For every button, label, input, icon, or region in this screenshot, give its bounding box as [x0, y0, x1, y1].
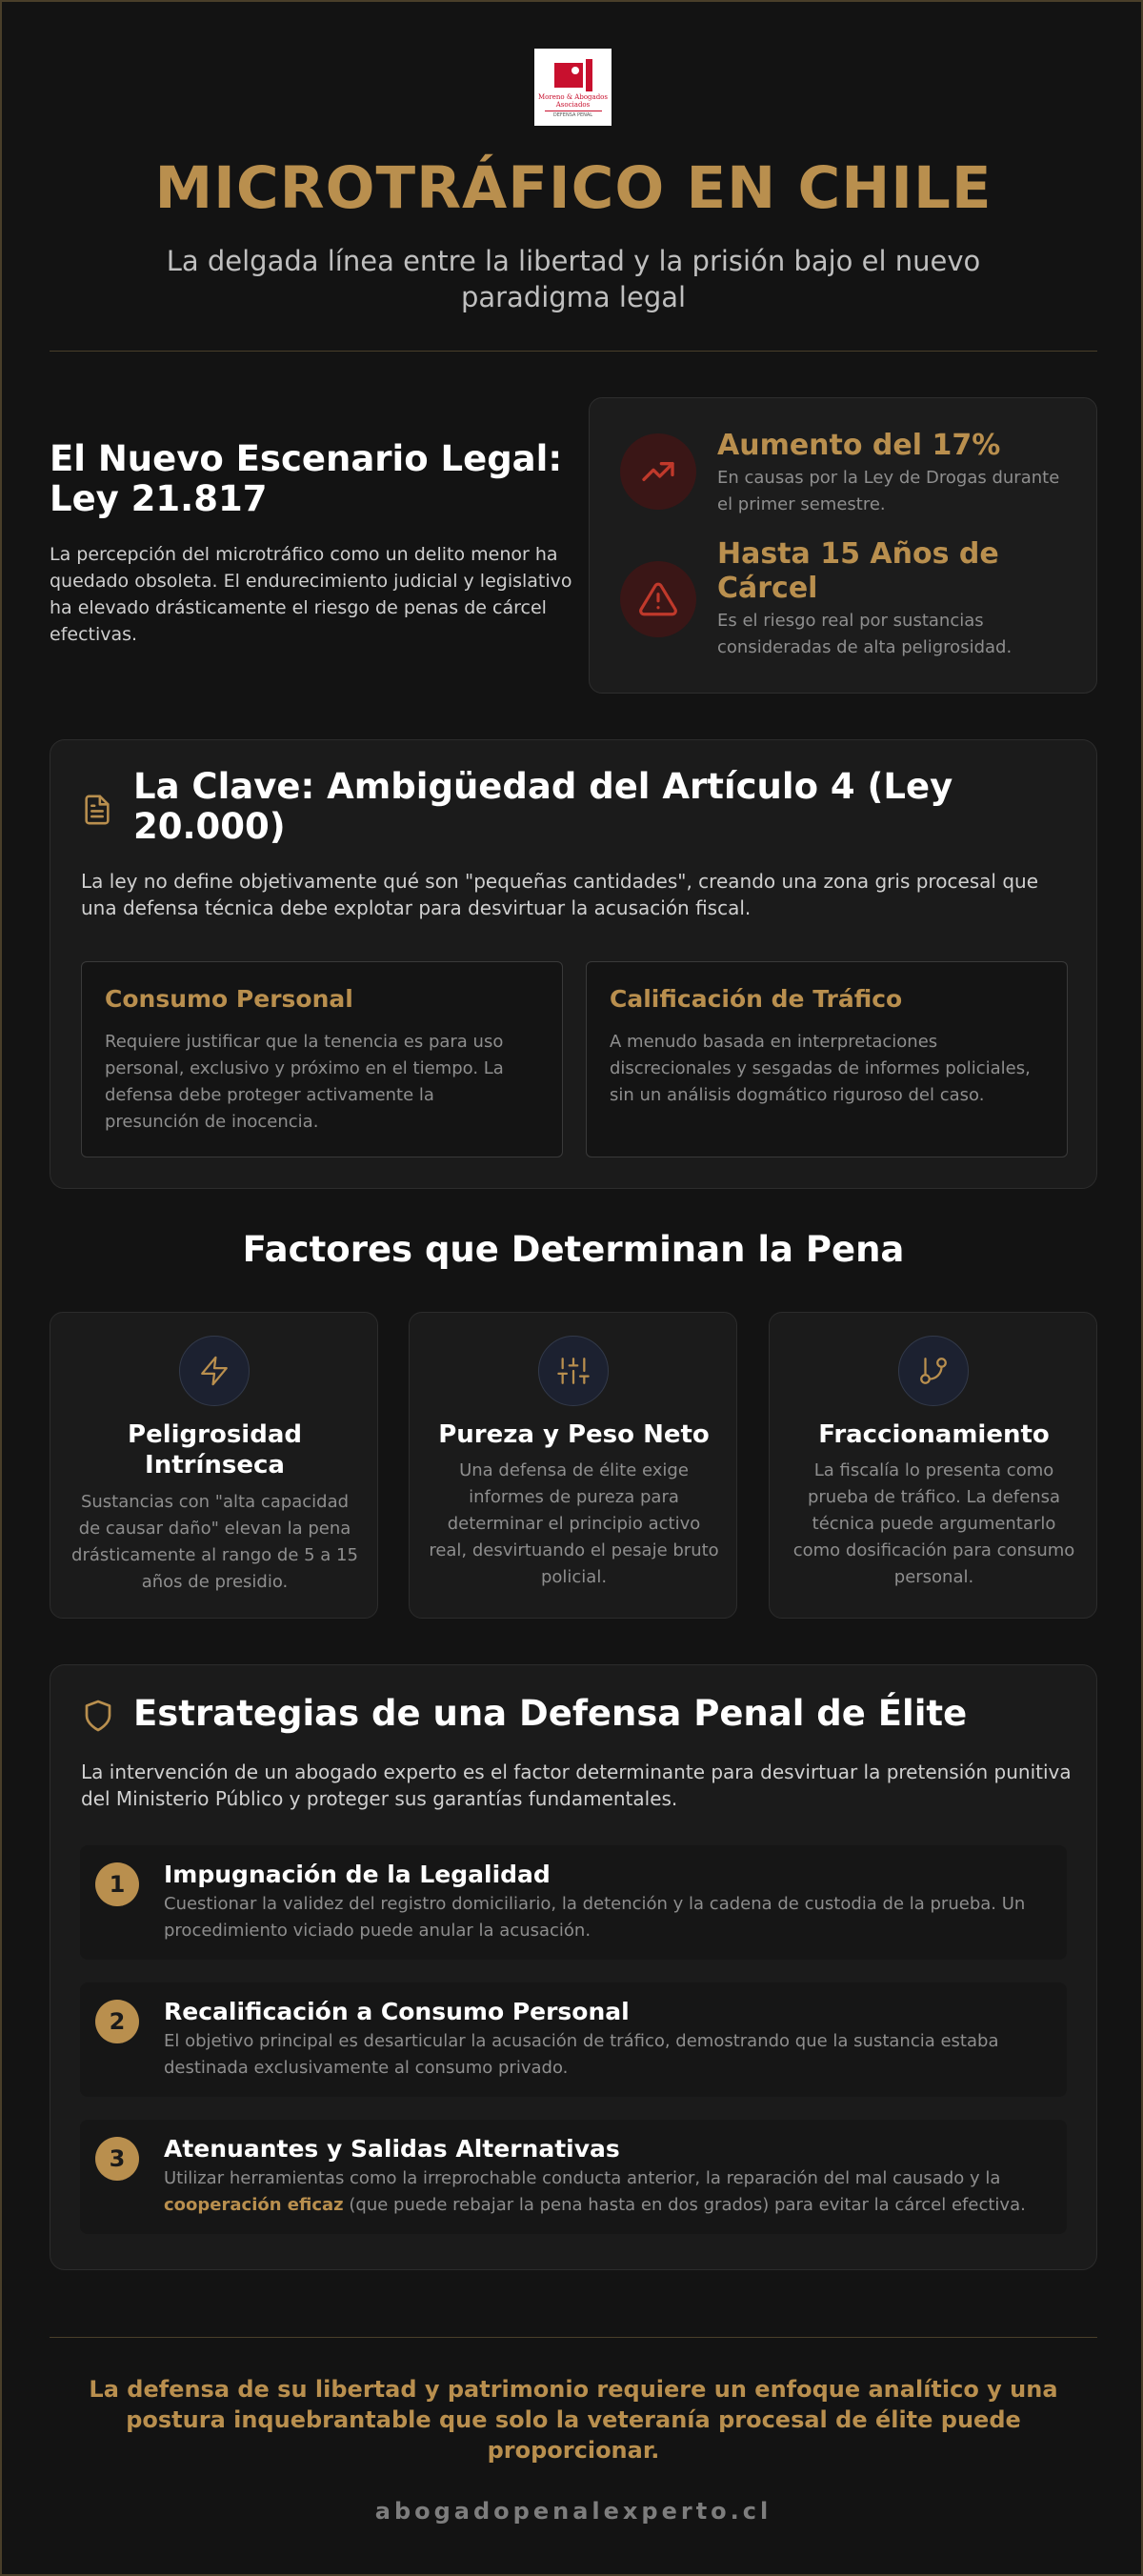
strategy-text [164, 2165, 1050, 2219]
factor-title: Pureza y Peso Neto [438, 1420, 710, 1449]
calificacion-trafico-box [586, 961, 1068, 1157]
strategy-item [80, 1845, 1067, 1960]
website-link[interactable]: abogadopenalexperto.cl [374, 2498, 772, 2525]
strategy-text: Cuestionar la validez del registro domiciliario, la detención y la cadena de custodia de la prueba. Un procedimiento viciado puede anular la acusación. [164, 1894, 1026, 1941]
factor-card [50, 1312, 378, 1619]
firm-logo [534, 49, 612, 126]
warning-triangle-icon [620, 561, 696, 637]
factor-title: Peligrosidad Intrínseca [128, 1420, 302, 1479]
page-subtitle: La delgada línea entre la libertad y la prisión bajo el nuevo paradigma legal [166, 245, 981, 313]
divider [50, 351, 1097, 352]
document-icon [81, 791, 113, 833]
factor-card [769, 1312, 1097, 1619]
box-text: Requiere justificar que la tenencia es para uso personal, exclusivo y próximo en el tiempo. La defensa debe proteger activamente la presunción de inocencia. [105, 1032, 504, 1132]
legal-scenario-title: El Nuevo Escenario Legal: Ley 21.817 [50, 438, 563, 519]
closing-statement: La defensa de su libertad y patrimonio requiere un enfoque analítico y una postura inquebrantable que solo la veteranía procesal de élite puede proporcionar. [89, 2376, 1058, 2464]
box-title: Consumo Personal [105, 985, 353, 1013]
step-number: 3 [95, 2137, 139, 2181]
article4-text: La ley no define objetivamente qué son "pequeñas cantidades", creando una zona gris procesal que una defensa técnica debe explotar para desvirtuar la acusación fiscal. [81, 870, 1039, 919]
strategy-title: Impugnación de la Legalidad [164, 1861, 551, 1888]
strategies-text: La intervención de un abogado experto es el factor determinante para desvirtuar la pretensión punitiva del Ministerio Público y proteger sus garantías fundamentales. [81, 1761, 1072, 1810]
factor-text: Una defensa de élite exige informes de pureza para determinar el principio activo real, desvirtuando el pesaje bruto policial. [429, 1460, 719, 1587]
lightning-icon [179, 1336, 250, 1406]
strategy-text: El objetivo principal es desarticular la acusación de tráfico, demostrando que la sustancia estaba destinada exclusivamente al consumo privado. [164, 2031, 999, 2078]
git-branch-icon [898, 1336, 969, 1406]
strategies-title: Estrategias de una Defensa Penal de Élite [133, 1693, 968, 1734]
stat-desc: En causas por la Ley de Drogas durante el primer semestre. [717, 468, 1060, 514]
strategy-title: Recalificación a Consumo Personal [164, 1998, 630, 2025]
sliders-icon [538, 1336, 609, 1406]
factor-title: Fraccionamiento [818, 1420, 1050, 1449]
logo-text: Moreno & Abogados Asociados [538, 92, 608, 109]
stats-card [589, 397, 1097, 694]
logo-mark-icon [554, 59, 592, 91]
shield-icon [81, 1697, 115, 1739]
factors-title: Factores que Determinan la Pena [242, 1229, 905, 1270]
box-title: Calificación de Tráfico [610, 985, 903, 1013]
highlight-text: cooperación eficaz [164, 2195, 344, 2215]
stat-title: Hasta 15 Años de Cárcel [717, 537, 999, 605]
strategy-text-part: Utilizar herramientas como la irreprochable conducta anterior, la reparación del mal causado y la [164, 2168, 1001, 2188]
article4-title: La Clave: Ambigüedad del Artículo 4 (Ley 20.000) [133, 766, 953, 847]
factor-text: La fiscalía lo presenta como prueba de tráfico. La defensa técnica puede argumentarlo como dosificación para consumo personal. [792, 1460, 1075, 1587]
article4-card [50, 739, 1097, 1189]
box-text: A menudo basada en interpretaciones discrecionales y sesgadas de informes policiales, sin un análisis dogmático riguroso del caso. [610, 1032, 1031, 1105]
step-number: 2 [95, 2000, 139, 2043]
strategy-text-part: (que puede rebajar la pena hasta en dos grados) para evitar la cárcel efectiva. [343, 2195, 1026, 2215]
strategy-item [80, 2120, 1067, 2234]
divider [50, 2337, 1097, 2338]
page-title: MICROTRÁFICO EN CHILE [154, 154, 993, 222]
step-number: 1 [95, 1862, 139, 1906]
stat-desc: Es el riesgo real por sustancias consideradas de alta peligrosidad. [717, 611, 1013, 657]
trending-up-icon [620, 433, 696, 510]
stat-title: Aumento del 17% [717, 429, 1001, 462]
legal-scenario-text: La percepción del microtráfico como un delito menor ha quedado obsoleta. El endurecimiento judicial y legislativo ha elevado drásticamente el riesgo de penas de cárcel efectivas. [50, 544, 572, 645]
consumo-personal-box [81, 961, 563, 1157]
factor-card [409, 1312, 737, 1619]
strategy-item [80, 1982, 1067, 2097]
factor-text: Sustancias con "alta capacidad de causar daño" elevan la pena drásticamente al rango de 5 a 15 años de presidio. [71, 1492, 358, 1592]
logo-subtext: DEFENSA PENAL [545, 111, 602, 118]
strategy-title: Atenuantes y Salidas Alternativas [164, 2135, 620, 2163]
